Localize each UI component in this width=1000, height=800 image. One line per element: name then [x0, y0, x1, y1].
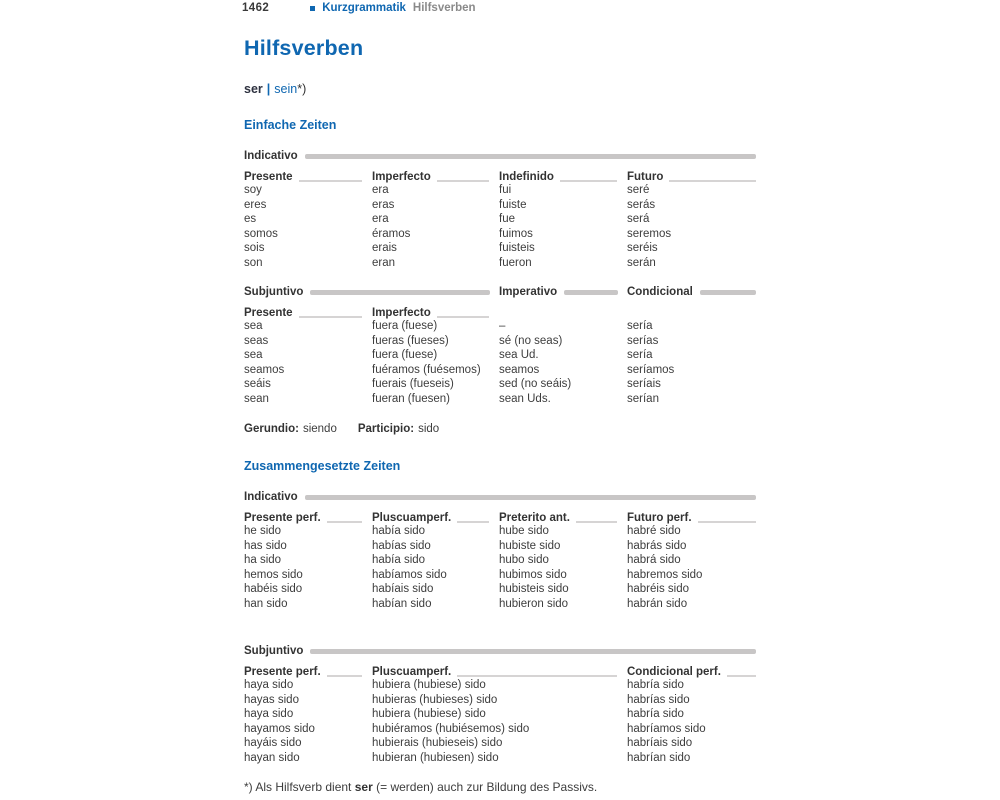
conjugation-row	[244, 553, 756, 568]
mood-label	[499, 284, 627, 299]
square-bullet-icon	[310, 6, 315, 11]
conjugation-cell: habrás sido	[627, 539, 687, 552]
conjugation-row	[244, 539, 756, 554]
conjugation-cell: fueron	[499, 256, 532, 269]
mood-label-text: Indicativo	[244, 149, 298, 162]
lemma-separator: |	[266, 82, 271, 96]
header-leader-rule	[576, 521, 617, 523]
conjugation-cell: había sido	[372, 554, 426, 566]
mood-label-text: Subjuntivo	[244, 285, 304, 298]
tense-column-header	[372, 507, 499, 524]
tense-column-header	[244, 166, 372, 183]
tense-column-header-text: Imperfecto	[372, 307, 431, 319]
conjugation-cell: he sido	[244, 525, 282, 537]
conjugation-cell: serías	[627, 334, 659, 347]
footnote	[244, 780, 597, 794]
gerundio-value: siendo	[302, 423, 337, 435]
conjugation-cell: sería	[627, 320, 653, 332]
conjugation-row	[244, 334, 756, 349]
header-leader-rule	[727, 675, 756, 677]
conjugation-cell: sed (no seáis)	[499, 378, 572, 390]
conjugation-cell: habrías sido	[627, 693, 690, 706]
conjugation-cell: seremos	[627, 227, 672, 240]
conjugation-cell: habíais sido	[372, 583, 434, 595]
conjugation-cell: seáis	[244, 378, 271, 390]
header-leader-rule	[698, 521, 756, 523]
conjugation-cell: hubimos sido	[499, 568, 567, 581]
tense-column-header-text: Presente perf.	[244, 666, 321, 678]
header-leader-rule	[327, 521, 362, 523]
conjugation-cell: fueran (fuesen)	[372, 392, 450, 405]
footnote-text-before: Als Hilfsverb dient	[255, 780, 352, 794]
mood-label	[244, 643, 756, 658]
conjugation-cell: habías sido	[372, 539, 431, 552]
conjugation-row	[244, 693, 756, 708]
conjugation-cell: sea	[244, 349, 263, 361]
table-simple-subjuntivo-imperativo-condicional	[244, 284, 756, 406]
conjugation-cell: hubiera (hubiese) sido	[372, 708, 486, 720]
conjugation-cell: fuerais (fueseis)	[372, 378, 454, 390]
conjugation-cell: habréis sido	[627, 583, 690, 595]
conjugation-cell: hubiste sido	[499, 539, 561, 552]
tense-column-header-text: Pluscuamperf.	[372, 666, 452, 678]
conjugation-row	[244, 377, 756, 392]
conjugation-cell: habrán sido	[627, 597, 688, 610]
lemma-headword: ser	[244, 82, 263, 96]
running-header	[242, 1, 476, 14]
conjugation-cell: había sido	[372, 525, 426, 537]
footnote-text-after: (= werden) auch zur Bildung des Passivs.	[376, 780, 598, 794]
conjugation-cell: seamos	[244, 363, 285, 376]
dictionary-page	[244, 0, 756, 800]
conjugation-cell: eres	[244, 198, 267, 211]
conjugation-cell: seamos	[499, 363, 540, 376]
conjugation-row	[244, 319, 756, 334]
conjugation-cell: son	[244, 256, 263, 269]
mood-label-text: Indicativo	[244, 490, 298, 503]
conjugation-row	[244, 751, 756, 766]
conjugation-cell: fuera (fuese)	[372, 349, 438, 361]
conjugation-cell: habría sido	[627, 708, 684, 720]
conjugation-cell: habré sido	[627, 525, 681, 537]
conjugation-cell: habéis sido	[244, 583, 303, 595]
running-header-section: Hilfsverben	[412, 1, 476, 14]
conjugation-cell: habríamos sido	[627, 722, 706, 735]
conjugation-cell: fue	[499, 213, 515, 225]
conjugation-cell: somos	[244, 227, 278, 240]
conjugation-row	[244, 568, 756, 583]
conjugation-row	[244, 348, 756, 363]
tense-column-header-text: Futuro perf.	[627, 512, 692, 524]
conjugation-cell: habrían sido	[627, 751, 691, 764]
table-simple-indicativo	[244, 148, 756, 270]
conjugation-cell: fuisteis	[499, 242, 535, 254]
header-leader-rule	[437, 180, 489, 182]
tense-column-header	[627, 661, 756, 678]
conjugation-row	[244, 363, 756, 378]
tense-column-header	[372, 302, 499, 319]
conjugation-row	[244, 183, 756, 198]
conjugation-cell: hubieran (hubiesen) sido	[372, 751, 499, 764]
conjugation-cell: eras	[372, 198, 395, 211]
tense-column-header-text: Futuro	[627, 171, 664, 183]
header-leader-rule	[669, 180, 756, 182]
tense-column-header-text: Condicional perf.	[627, 666, 721, 678]
participio-value: sido	[418, 423, 440, 435]
heading-zusammengesetzte-zeiten: Zusammengesetzte Zeiten	[244, 459, 401, 473]
conjugation-cell: éramos	[372, 227, 411, 240]
conjugation-cell: sea	[244, 320, 263, 332]
conjugation-cell: haya sido	[244, 708, 294, 720]
conjugation-cell: será	[627, 213, 650, 225]
footnote-marker: *)	[244, 780, 253, 794]
tense-column-header-text: Imperfecto	[372, 171, 431, 183]
section-rule-bar	[310, 649, 756, 654]
footnote-bold-word: ser	[354, 780, 373, 794]
conjugation-row	[244, 256, 756, 271]
conjugation-cell: habremos sido	[627, 568, 703, 581]
mood-label-text: Imperativo	[499, 285, 558, 298]
tense-column-header	[244, 661, 372, 678]
conjugation-cell: hube sido	[499, 525, 549, 537]
conjugation-row	[244, 392, 756, 407]
participio-label: Participio:	[357, 423, 415, 435]
conjugation-row	[244, 582, 756, 597]
conjugation-cell: fuéramos (fuésemos)	[372, 363, 481, 376]
conjugation-cell: era	[372, 184, 389, 196]
tense-column-header	[244, 302, 372, 319]
section-rule-bar	[310, 290, 490, 295]
conjugation-cell: –	[499, 320, 506, 332]
page-number: 1462	[242, 1, 270, 14]
conjugation-cell: fueras (fueses)	[372, 334, 449, 347]
conjugation-cell: hubiera (hubiese) sido	[372, 679, 486, 691]
conjugation-row	[244, 707, 756, 722]
mood-label-text: Subjuntivo	[244, 644, 304, 657]
tense-column-header	[627, 507, 756, 524]
conjugation-cell: hayáis sido	[244, 737, 302, 749]
conjugation-cell: serían	[627, 392, 659, 405]
conjugation-cell: han sido	[244, 597, 288, 610]
tense-column-header	[499, 507, 627, 524]
mood-label	[244, 489, 756, 504]
lemma-line	[244, 82, 306, 96]
tense-column-header	[372, 166, 499, 183]
conjugation-row	[244, 722, 756, 737]
conjugation-row	[244, 524, 756, 539]
conjugation-cell: era	[372, 213, 389, 225]
conjugation-cell: habría sido	[627, 679, 684, 691]
conjugation-row	[244, 241, 756, 256]
conjugation-row	[244, 212, 756, 227]
tense-column-header	[627, 166, 756, 183]
nonfinite-forms-line	[244, 423, 439, 435]
conjugation-row	[244, 736, 756, 751]
header-leader-rule	[299, 316, 362, 318]
conjugation-cell: hayas sido	[244, 693, 299, 706]
conjugation-cell: sois	[244, 242, 265, 254]
conjugation-cell: es	[244, 213, 257, 225]
page-title: Hilfsverben	[244, 36, 364, 60]
mood-label	[627, 284, 756, 299]
table-compound-indicativo	[244, 489, 756, 611]
section-rule-bar	[305, 495, 756, 500]
header-leader-rule	[560, 180, 617, 182]
conjugation-cell: hubisteis sido	[499, 583, 569, 595]
conjugation-cell: habríais sido	[627, 737, 693, 749]
tense-column-header-text: Pluscuamperf.	[372, 512, 452, 524]
conjugation-cell: sería	[627, 349, 653, 361]
conjugation-cell: soy	[244, 184, 262, 196]
conjugation-cell: fuera (fuese)	[372, 320, 438, 332]
conjugation-cell: hubiéramos (hubiésemos) sido	[372, 722, 530, 735]
conjugation-cell: haya sido	[244, 679, 294, 691]
tense-column-header	[244, 507, 372, 524]
section-rule-bar	[700, 290, 756, 295]
conjugation-cell: seríais	[627, 378, 661, 390]
tense-column-header	[499, 166, 627, 183]
conjugation-cell: hayan sido	[244, 751, 300, 764]
header-leader-rule	[437, 316, 489, 318]
header-leader-rule	[327, 675, 362, 677]
conjugation-cell: hubieron sido	[499, 597, 569, 610]
conjugation-cell: fuimos	[499, 227, 533, 240]
conjugation-cell: hayamos sido	[244, 722, 315, 735]
conjugation-cell: serás	[627, 198, 656, 211]
conjugation-cell: sea Ud.	[499, 349, 539, 361]
conjugation-row	[244, 227, 756, 242]
conjugation-cell: erais	[372, 242, 397, 254]
heading-einfache-zeiten: Einfache Zeiten	[244, 118, 337, 132]
conjugation-row	[244, 198, 756, 213]
mood-label-text: Condicional	[627, 285, 693, 298]
conjugation-cell: seas	[244, 334, 269, 347]
conjugation-cell: serán	[627, 256, 656, 269]
section-rule-bar	[305, 154, 756, 159]
header-leader-rule	[457, 521, 489, 523]
conjugation-cell: habrá sido	[627, 554, 681, 566]
conjugation-cell: hubo sido	[499, 554, 549, 566]
conjugation-cell: seríamos	[627, 363, 675, 376]
conjugation-cell: seré	[627, 184, 650, 196]
conjugation-row	[244, 678, 756, 693]
table-compound-subjuntivo	[244, 643, 756, 765]
tense-column-header	[372, 661, 627, 678]
tense-column-header-text: Indefinido	[499, 171, 554, 183]
conjugation-cell: sean	[244, 392, 269, 405]
conjugation-cell: hemos sido	[244, 568, 303, 581]
conjugation-cell: eran	[372, 256, 396, 269]
conjugation-cell: hubierais (hubieseis) sido	[372, 737, 503, 749]
conjugation-cell: sé (no seas)	[499, 334, 563, 347]
mood-label	[244, 284, 499, 299]
tense-column-header-text: Preterito ant.	[499, 512, 570, 524]
conjugation-cell: has sido	[244, 539, 287, 552]
tense-column-header-text: Presente perf.	[244, 512, 321, 524]
conjugation-cell: seréis	[627, 242, 658, 254]
conjugation-cell: sean Uds.	[499, 392, 551, 405]
conjugation-cell: hubieras (hubieses) sido	[372, 693, 498, 706]
lemma-footnote-marker: *)	[297, 82, 307, 96]
gerundio-label: Gerundio:	[244, 423, 299, 435]
header-leader-rule	[299, 180, 362, 182]
tense-column-header-text: Presente	[244, 307, 293, 319]
tense-column-header-text: Presente	[244, 171, 293, 183]
conjugation-row	[244, 597, 756, 612]
mood-label	[244, 148, 756, 163]
header-leader-rule	[457, 675, 617, 677]
conjugation-cell: ha sido	[244, 554, 282, 566]
lemma-translation: sein	[274, 82, 298, 96]
conjugation-cell: fui	[499, 184, 512, 196]
conjugation-cell: habían sido	[372, 597, 432, 610]
conjugation-cell: habíamos sido	[372, 568, 447, 581]
running-header-chapter: Kurzgrammatik	[322, 1, 406, 14]
section-rule-bar	[564, 290, 618, 295]
conjugation-cell: fuiste	[499, 198, 527, 211]
